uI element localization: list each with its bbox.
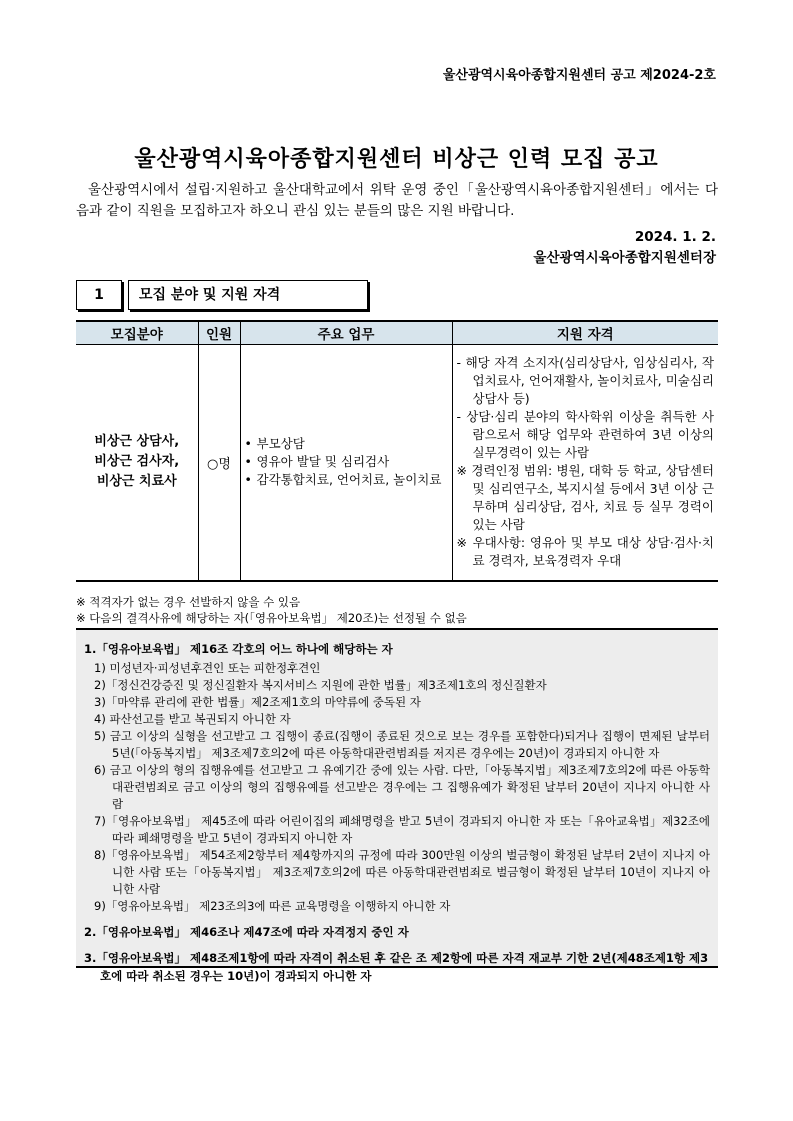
disqualification-heading: 3.「영유아보육법」 제48조제1항에 따라 자격이 취소된 후 같은 조 제2항에 따른 자격 재교부 기한 2년(제48조제1항 제3호에 따라 취소된 경우는 10년)이 경과되지 아니한 자: [84, 951, 709, 983]
section-number: 1: [76, 280, 122, 310]
header-count: 인원: [198, 321, 240, 345]
disqualification-item: 7)「영유아보육법」 제45조에 따라 어린이집의 폐쇄명령을 받고 5년이 경과되지 아니한 자 또는「유아교육법」제32조에 따라 폐쇄명령을 받고 5년이 경과되지 아니한 자: [94, 814, 710, 845]
disqualification-item: 8)「영유아보육법」 제54조제2항부터 제4항까지의 규정에 따라 300만원 이상의 벌금형이 확정된 날부터 2년이 지나지 아니한 사람 또는「아동복지법」 제3조제7호의2에 따른 아동학대관련범죄로 벌금형이 확정된 날부터 10년이 지나지 아니한 사람: [94, 848, 710, 896]
disqualification-box: [76, 628, 718, 983]
notes: [76, 594, 718, 626]
notice-date: 2024. 1. 2.: [634, 229, 716, 245]
page-title: 울산광역시육아종합지원센터 비상근 인력 모집 공고: [134, 147, 659, 172]
qualification-item: - 해당 자격 소지자(심리상담사, 임상심리사, 작업치료사, 언어재활사, 놀이치료사, 미술심리상담사 등): [456, 355, 714, 407]
table-header-row: [76, 321, 718, 345]
header-field: 모집분야: [76, 321, 198, 345]
field-line: 비상근 치료사: [96, 474, 177, 490]
intro-paragraph: 울산광역시에서 설립·지원하고 울산대학교에서 위탁 운영 중인「울산광역시육아종합지원센터」에서는 다음과 같이 직원을 모집하고자 하오니 관심 있는 분들의 많은 지원 바랍니다.: [76, 182, 718, 219]
table-row: [76, 345, 718, 581]
qualification-item: - 상담·심리 분야의 학사학위 이상을 취득한 사람으로서 해당 업무와 관련하여 3년 이상의 실무경력이 있는 사람: [456, 409, 714, 461]
count-cell: ○명: [198, 345, 240, 581]
recruitment-table: [76, 320, 718, 582]
list-item: • 감각통합치료, 언어치료, 놀이치료: [257, 471, 452, 489]
list-item: • 부모상담: [257, 435, 452, 453]
disqualification-heading: 2.「영유아보육법」 제46조나 제47조에 따라 자격정지 중인 자: [84, 925, 409, 939]
field-cell: [76, 345, 198, 581]
duties-list: [241, 435, 452, 489]
disqualification-item: 5) 금고 이상의 실형을 선고받고 그 집행이 종료(집행이 종료된 것으로 보는 경우를 포함한다)되거나 집행이 면제된 날부터 5년(「아동복지법」 제3조제7호의2에 따른 아동학대관련범죄를 저지른 경우에는 20년)이 경과되지 아니한 자: [94, 729, 710, 760]
header-qualifications: 지원 자격: [452, 321, 718, 345]
field-line: 비상근 검사자,: [94, 454, 180, 470]
note-line: ※ 적격자가 없는 경우 선발하지 않을 수 있음: [76, 595, 301, 609]
qualification-item: ※ 우대사항: 영유아 및 부모 대상 상담·검사·치료 경력자, 보육경력자 우대: [456, 535, 714, 569]
disqualification-heading: 1.「영유아보육법」 제16조 각호의 어느 하나에 해당하는 자: [84, 642, 393, 656]
note-line: ※ 다음의 결격사유에 해당하는 자(「영유아보육법」 제20조)는 선정될 수 없음: [76, 611, 467, 625]
header-duties: 주요 업무: [240, 321, 452, 345]
notice-number: 울산광역시육아종합지원센터 공고 제2024-2호: [442, 68, 716, 83]
list-item: • 영유아 발달 및 심리검사: [257, 453, 452, 471]
disqualification-item: 9)「영유아보육법」 제23조의3에 따른 교육명령을 이행하지 아니한 자: [94, 899, 451, 913]
disqualification-item: 4) 파산선고를 받고 복권되지 아니한 자: [94, 712, 291, 726]
disqualification-item: 2)「정신건강증진 및 정신질환자 복지서비스 지원에 관한 법률」제3조제1호의 정신질환자: [94, 678, 547, 692]
issuer-name: 울산광역시육아종합지원센터장: [533, 250, 716, 266]
qualifications-cell: [452, 345, 718, 581]
qualification-item: ※ 경력인정 범위: 병원, 대학 등 학교, 상담센터 및 심리연구소, 복지시설 등에서 3년 이상 근무하며 심리상담, 검사, 치료 등 실무 경력이 있는 사람: [456, 463, 714, 533]
field-line: 비상근 상담사,: [94, 434, 180, 450]
duties-cell: [240, 345, 452, 581]
disqualification-item: 1) 미성년자·피성년후견인 또는 피한정후견인: [94, 661, 321, 675]
disqualification-item: 6) 금고 이상의 형의 집행유예를 선고받고 그 유예기간 중에 있는 사람. 다만,「아동복지법」제3조제7호의2에 따른 아동학대관련범죄로 금고 이상의 형의 집행유예를 선고받은 경우에는 그 집행유예가 확정된 날부터 20년이 지나지 아니한 사람: [94, 763, 710, 811]
section-title: 모집 분야 및 지원 자격: [128, 280, 368, 310]
disqualification-item: 3)「마약류 관리에 관한 법률」제2조제1호의 마약류에 중독된 자: [94, 695, 421, 709]
